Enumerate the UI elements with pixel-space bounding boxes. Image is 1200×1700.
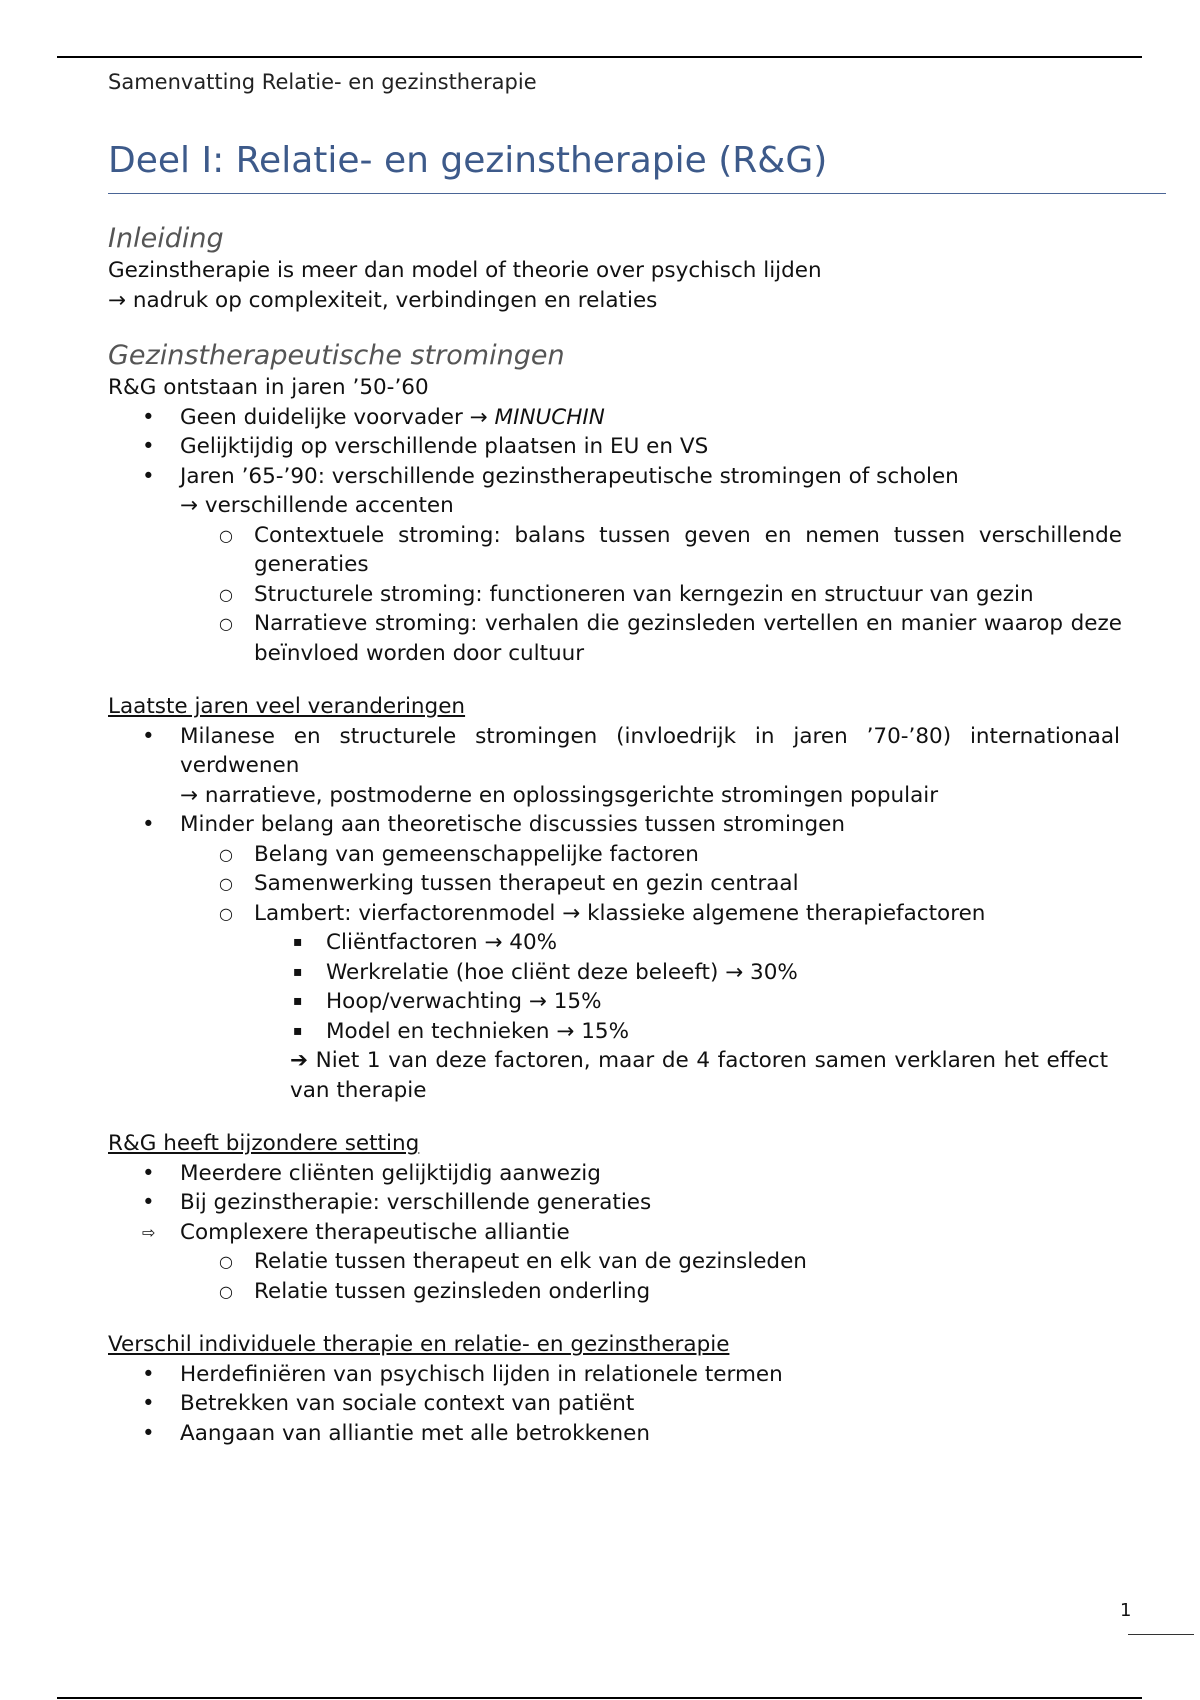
bullet-icon: • (142, 1361, 155, 1387)
bullet-icon: • (142, 434, 155, 459)
list-item (108, 1188, 1108, 1218)
sub-list-item (108, 1247, 1108, 1277)
circle-bullet-icon: ○ (219, 525, 233, 545)
bullet-icon: • (142, 1420, 155, 1446)
list-item (108, 1389, 1108, 1419)
list-item-text: Milanese en structurele stromingen (invloedrijk in jaren ’70-’80) internationaal verdwenen (180, 723, 1120, 778)
list-item-text: Gelijktijdig op verschillende plaatsen in EU en VS (180, 434, 709, 459)
bullet-icon: • (142, 404, 155, 430)
list-item (108, 1419, 1108, 1449)
sub-list-item (108, 899, 1108, 929)
sub-list-item-text: Structurele stroming: functioneren van kerngezin en structuur van gezin (254, 581, 1034, 607)
list-item-text: Minder belang aan theoretische discussies tussen stromingen (180, 812, 846, 837)
list-item (108, 810, 1108, 840)
subsection-heading-verschil: Verschil individuele therapie en relatie- en gezinstherapie (108, 1332, 730, 1357)
footer-rule (57, 1697, 1142, 1699)
list-item-text: Betrekken van sociale context van patiënt (180, 1391, 635, 1416)
paragraph-line: Gezinstherapie is meer dan model of theorie over psychisch lijden (108, 258, 822, 283)
circle-bullet-icon: ○ (219, 584, 233, 604)
list-item (108, 432, 1108, 462)
sub-list-item (108, 1277, 1108, 1307)
factor-item-text: Model en technieken → 15% (326, 1018, 630, 1044)
list-item-text: Jaren ’65-’90: verschillende gezinstherapeutische stromingen of scholen (180, 463, 959, 489)
list-item-text: Meerdere cliënten gelijktijdig aanwezig (180, 1160, 601, 1186)
subsection-heading-setting: R&G heeft bijzondere setting (108, 1131, 420, 1156)
running-header: Samenvatting Relatie- en gezinstherapie (108, 70, 537, 94)
list-item-text: Bij gezinstherapie: verschillende generaties (180, 1190, 652, 1215)
circle-bullet-icon: ○ (219, 1252, 233, 1271)
sub-list-item-text: Samenwerking tussen therapeut en gezin centraal (254, 871, 799, 896)
factor-item-text: Werkrelatie (hoe cliënt deze beleeft) → 30% (326, 959, 798, 985)
sub-list-item-text: Belang van gemeenschappelijke factoren (254, 841, 699, 867)
square-bullet-icon: ▪ (293, 1022, 303, 1039)
bullet-icon: • (142, 463, 155, 489)
square-bullet-icon: ▪ (293, 963, 303, 980)
paragraph-line: R&G ontstaan in jaren ’50-’60 (108, 375, 429, 400)
sub-list-item (108, 840, 1108, 870)
list-continuation: → verschillende accenten (180, 493, 454, 518)
sub-list-item (108, 609, 1122, 668)
bullet-icon: • (142, 1160, 155, 1186)
sub-list-item (108, 869, 1108, 899)
page-number: 1 (1120, 1600, 1132, 1621)
circle-bullet-icon: ○ (219, 844, 233, 864)
list-item (108, 1218, 1108, 1248)
section-heading-stromingen: Gezinstherapeutische stromingen (108, 340, 565, 371)
sub-list-item-text: Relatie tussen therapeut en elk van de gezinsleden (254, 1249, 807, 1274)
bullet-icon: • (142, 723, 155, 749)
square-bullet-icon: ▪ (293, 934, 303, 950)
section-heading-inleiding: Inleiding (108, 223, 224, 254)
square-bullet-icon: ▪ (293, 993, 303, 1009)
list-item (108, 462, 1108, 492)
circle-bullet-icon: ○ (219, 614, 233, 633)
list-item-text: Herdefiniëren van psychisch lijden in relationele termen (180, 1361, 783, 1387)
factor-conclusion (108, 1046, 1108, 1105)
sub-list-item (108, 521, 1122, 580)
arrow-right-icon: ⇨ (142, 1222, 156, 1242)
factor-conclusion-text: ➔ Niet 1 van deze factoren, maar de 4 factoren samen verklaren het effect van therapie (290, 1048, 1108, 1103)
sub-list-item-text: Contextuele stroming: balans tussen geven en nemen tussen verschillende generaties (254, 522, 1122, 577)
sub-list-item-text: Narratieve stroming: verhalen die gezinsleden vertellen en manier waarop deze beïnvloed worden door cultuur (254, 611, 1122, 666)
chapter-title: Deel I: Relatie- en gezinstherapie (R&G) (108, 140, 1166, 194)
circle-bullet-icon: ○ (219, 903, 233, 923)
factor-item (108, 958, 1108, 988)
factor-item-text: Hoop/verwachting → 15% (326, 989, 602, 1014)
list-continuation: → narratieve, postmoderne en oplossingsgerichte stromingen populair (180, 782, 939, 808)
document-body (108, 222, 1122, 1448)
bullet-icon: • (142, 812, 155, 837)
sub-list-item-text: Lambert: vierfactorenmodel → klassieke algemene therapiefactoren (254, 900, 986, 926)
factor-item-text: Cliëntfactoren → 40% (326, 930, 558, 955)
list-item-text: Aangaan van alliantie met alle betrokkenen (180, 1420, 650, 1446)
bullet-icon: • (142, 1190, 155, 1215)
factor-item (108, 987, 1108, 1017)
list-item-text: Complexere therapeutische alliantie (180, 1219, 570, 1245)
list-item-text: Geen duidelijke voorvader → (180, 404, 495, 430)
emphasis-text: MINUCHIN (494, 404, 605, 430)
list-item (108, 1159, 1108, 1189)
circle-bullet-icon: ○ (219, 1281, 233, 1301)
sub-list-item (108, 580, 1108, 610)
list-item (108, 403, 1108, 433)
list-item (108, 722, 1120, 781)
list-item (108, 1360, 1108, 1390)
paragraph-line: → nadruk op complexiteit, verbindingen en relaties (108, 287, 658, 313)
page-number-rule (1128, 1634, 1194, 1635)
header-rule (57, 56, 1142, 58)
sub-list-item-text: Relatie tussen gezinsleden onderling (254, 1278, 651, 1304)
circle-bullet-icon: ○ (219, 874, 233, 893)
factor-item (108, 928, 1108, 958)
factor-item (108, 1017, 1108, 1047)
subsection-heading-veranderingen: Laatste jaren veel veranderingen (108, 694, 466, 719)
bullet-icon: • (142, 1391, 155, 1416)
